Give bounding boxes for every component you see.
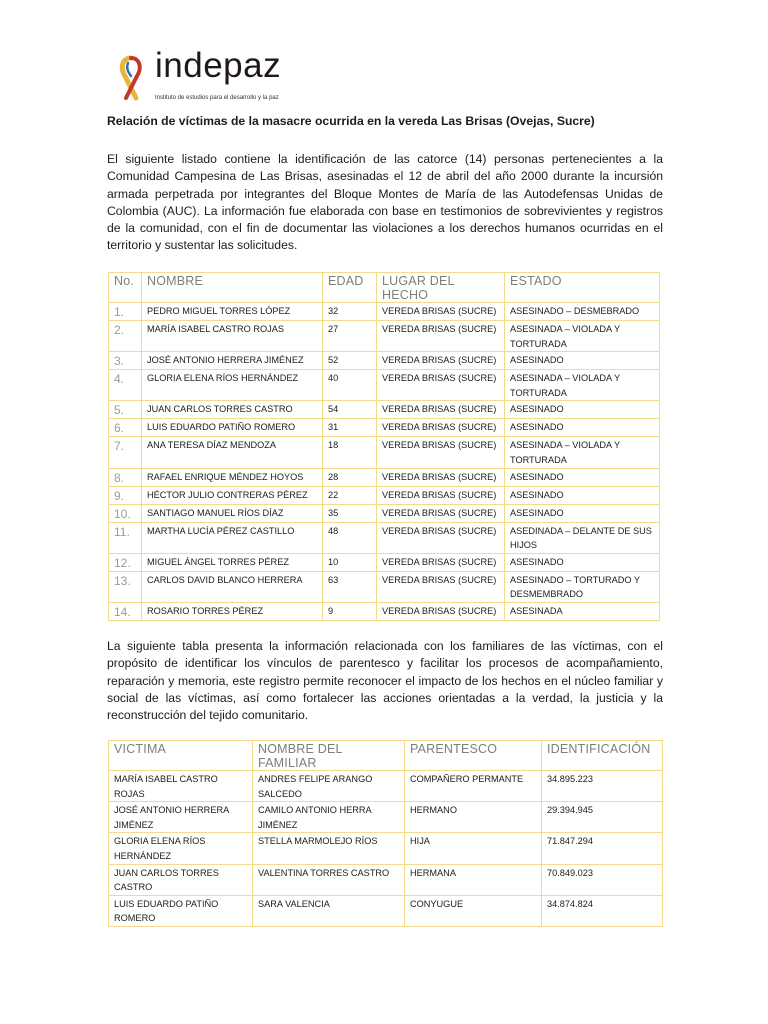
- table-cell: MIGUEL ÁNGEL TORRES PÉREZ: [142, 553, 323, 571]
- table-cell: PEDRO MIGUEL TORRES LÓPEZ: [142, 303, 323, 321]
- table-cell: VEREDA BRISAS (SUCRE): [377, 352, 505, 370]
- table-cell: CONYUGUE: [405, 895, 542, 926]
- table-cell: 12.: [109, 553, 142, 571]
- logo-wordmark: indepaz: [155, 46, 282, 85]
- table-cell: ASESINADA: [505, 602, 660, 620]
- table-cell: 70.849.023: [542, 864, 663, 895]
- table-cell: 6.: [109, 419, 142, 437]
- table-cell: HÉCTOR JULIO CONTRERAS PÉREZ: [142, 486, 323, 504]
- table-cell: ASESINADA – VIOLADA Y TORTURADA: [505, 321, 660, 352]
- table-row: [109, 468, 660, 486]
- table-cell: VALENTINA TORRES CASTRO: [253, 864, 405, 895]
- table-cell: 54: [323, 401, 377, 419]
- table-cell: 71.847.294: [542, 833, 663, 864]
- table-cell: LUIS EDUARDO PATIÑO ROMERO: [109, 895, 253, 926]
- table-cell: ASESINADO: [505, 486, 660, 504]
- column-header: IDENTIFICACIÓN: [542, 741, 663, 771]
- table-cell: ASESINADA – VIOLADA Y TORTURADA: [505, 437, 660, 468]
- table-cell: MARÍA ISABEL CASTRO ROJAS: [109, 771, 253, 802]
- table-cell: VEREDA BRISAS (SUCRE): [377, 437, 505, 468]
- family-table-header: [109, 741, 663, 771]
- table-cell: 29.394.945: [542, 802, 663, 833]
- table-cell: 31: [323, 419, 377, 437]
- table-cell: VEREDA BRISAS (SUCRE): [377, 419, 505, 437]
- ribbon-icon: [116, 54, 146, 104]
- table-row: [109, 864, 663, 895]
- table-cell: ASEDINADA – DELANTE DE SUS HIJOS: [505, 522, 660, 553]
- table-cell: VEREDA BRISAS (SUCRE): [377, 468, 505, 486]
- table-cell: ASESINADO: [505, 504, 660, 522]
- table-row: [109, 571, 660, 602]
- table-cell: MARTHA LUCÍA PÉREZ CASTILLO: [142, 522, 323, 553]
- table-row: [109, 553, 660, 571]
- table-cell: 3.: [109, 352, 142, 370]
- table-cell: 27: [323, 321, 377, 352]
- table-row: [109, 486, 660, 504]
- table-cell: 11.: [109, 522, 142, 553]
- table-cell: 22: [323, 486, 377, 504]
- table-cell: HIJA: [405, 833, 542, 864]
- table-row: [109, 352, 660, 370]
- family-table: [108, 740, 663, 927]
- table-cell: VEREDA BRISAS (SUCRE): [377, 522, 505, 553]
- table-cell: 63: [323, 571, 377, 602]
- table-cell: ASESINADO: [505, 468, 660, 486]
- table-row: [109, 437, 660, 468]
- table-cell: ASESINADO: [505, 401, 660, 419]
- table-cell: SARA VALENCIA: [253, 895, 405, 926]
- table-cell: 1.: [109, 303, 142, 321]
- column-header: EDAD: [323, 273, 377, 303]
- table-cell: ANDRES FELIPE ARANGO SALCEDO: [253, 771, 405, 802]
- table-cell: 13.: [109, 571, 142, 602]
- table-cell: RAFAEL ENRIQUE MÉNDEZ HOYOS: [142, 468, 323, 486]
- table-cell: VEREDA BRISAS (SUCRE): [377, 553, 505, 571]
- table-row: [109, 504, 660, 522]
- table-cell: CARLOS DAVID BLANCO HERRERA: [142, 571, 323, 602]
- table-cell: 14.: [109, 602, 142, 620]
- table-cell: VEREDA BRISAS (SUCRE): [377, 486, 505, 504]
- table-cell: MARÍA ISABEL CASTRO ROJAS: [142, 321, 323, 352]
- table-cell: ASESINADA – VIOLADA Y TORTURADA: [505, 370, 660, 401]
- column-header: VICTIMA: [109, 741, 253, 771]
- table-cell: GLORIA ELENA RÍOS HERNÁNDEZ: [109, 833, 253, 864]
- table-cell: JUAN CARLOS TORRES CASTRO: [142, 401, 323, 419]
- table-cell: 28: [323, 468, 377, 486]
- table-cell: SANTIAGO MANUEL RÍOS DÍAZ: [142, 504, 323, 522]
- table-cell: JOSÉ ANTONIO HERRERA JIMÉNEZ: [109, 802, 253, 833]
- table-cell: 40: [323, 370, 377, 401]
- table-row: [109, 303, 660, 321]
- table-row: [109, 602, 660, 620]
- table-cell: GLORIA ELENA RÍOS HERNÁNDEZ: [142, 370, 323, 401]
- table-cell: VEREDA BRISAS (SUCRE): [377, 504, 505, 522]
- table-cell: 9.: [109, 486, 142, 504]
- table-row: [109, 833, 663, 864]
- table-cell: 34.874.824: [542, 895, 663, 926]
- table-cell: ASESINADO: [505, 352, 660, 370]
- column-header: PARENTESCO: [405, 741, 542, 771]
- table-cell: 10: [323, 553, 377, 571]
- table-cell: ASESINADO – TORTURADO Y DESMEMBRADO: [505, 571, 660, 602]
- table-cell: 10.: [109, 504, 142, 522]
- table-cell: 4.: [109, 370, 142, 401]
- table-cell: 8.: [109, 468, 142, 486]
- table-cell: 35: [323, 504, 377, 522]
- table-row: [109, 522, 660, 553]
- table-cell: VEREDA BRISAS (SUCRE): [377, 303, 505, 321]
- table-cell: 18: [323, 437, 377, 468]
- table-cell: ANA TERESA DÍAZ MENDOZA: [142, 437, 323, 468]
- table-cell: VEREDA BRISAS (SUCRE): [377, 321, 505, 352]
- table-cell: 2.: [109, 321, 142, 352]
- table-cell: 9: [323, 602, 377, 620]
- table-row: [109, 419, 660, 437]
- table-cell: HERMANA: [405, 864, 542, 895]
- intro-paragraph: El siguiente listado contiene la identificación de las catorce (14) personas pertenecientes a la Comunidad Campesina de Las Brisas, asesinadas el 12 de abril del año 2000 durante la incursión armada perpetrada por integrantes del Bloque Montes de María de las Autodefensas Unidas de Colombia (AUC). La información fue elaborada con base en testimonios de sobrevivientes y registros de la comunidad, con el fin de documentar las violaciones a los derechos humanos ocurridas en el territorio y sustentar las solicitudes.: [107, 152, 663, 253]
- table-cell: 48: [323, 522, 377, 553]
- victims-table: [108, 272, 660, 621]
- table-row: [109, 771, 663, 802]
- table-row: [109, 321, 660, 352]
- logo-subtitle: Instituto de estudios para el desarrollo y la paz: [155, 95, 279, 101]
- table-cell: 5.: [109, 401, 142, 419]
- table-cell: COMPAÑERO PERMANTE: [405, 771, 542, 802]
- table-cell: 34.895.223: [542, 771, 663, 802]
- table-row: [109, 802, 663, 833]
- table-cell: ASESINADO: [505, 419, 660, 437]
- table-cell: VEREDA BRISAS (SUCRE): [377, 370, 505, 401]
- table-cell: ROSARIO TORRES PÉREZ: [142, 602, 323, 620]
- table-cell: VEREDA BRISAS (SUCRE): [377, 401, 505, 419]
- table-cell: CAMILO ANTONIO HERRA JIMÉNEZ: [253, 802, 405, 833]
- column-header: LUGAR DEL HECHO: [377, 273, 505, 303]
- table-cell: LUIS EDUARDO PATIÑO ROMERO: [142, 419, 323, 437]
- victims-table-header: [109, 273, 660, 303]
- table-row: [109, 895, 663, 926]
- column-header: NOMBRE: [142, 273, 323, 303]
- column-header: NOMBRE DEL FAMILIAR: [253, 741, 405, 771]
- table-cell: JUAN CARLOS TORRES CASTRO: [109, 864, 253, 895]
- column-header: ESTADO: [505, 273, 660, 303]
- table-cell: 7.: [109, 437, 142, 468]
- indepaz-logo: [108, 46, 328, 108]
- table-cell: 52: [323, 352, 377, 370]
- table-cell: STELLA MARMOLEJO RÍOS: [253, 833, 405, 864]
- table-cell: ASESINADO: [505, 553, 660, 571]
- table-cell: VEREDA BRISAS (SUCRE): [377, 571, 505, 602]
- table-cell: VEREDA BRISAS (SUCRE): [377, 602, 505, 620]
- column-header: No.: [109, 273, 142, 303]
- document-title: Relación de víctimas de la masacre ocurrida en la vereda Las Brisas (Ovejas, Sucre): [107, 114, 595, 128]
- table-cell: JOSÉ ANTONIO HERRERA JIMÉNEZ: [142, 352, 323, 370]
- table-cell: HERMANO: [405, 802, 542, 833]
- table-cell: 32: [323, 303, 377, 321]
- table-row: [109, 370, 660, 401]
- family-intro-paragraph: La siguiente tabla presenta la información relacionada con los familiares de las víctimas, con el propósito de identificar los vínculos de parentesco y facilitar los procesos de acompañamiento, reparación y memoria, este registro permite reconocer el impacto de los hechos en el núcleo familiar y social de las víctimas, así como fortalecer las acciones orientadas a la verdad, la justicia y la reconstrucción del tejido comunitario.: [107, 639, 663, 723]
- table-row: [109, 401, 660, 419]
- table-cell: ASESINADO – DESMEBRADO: [505, 303, 660, 321]
